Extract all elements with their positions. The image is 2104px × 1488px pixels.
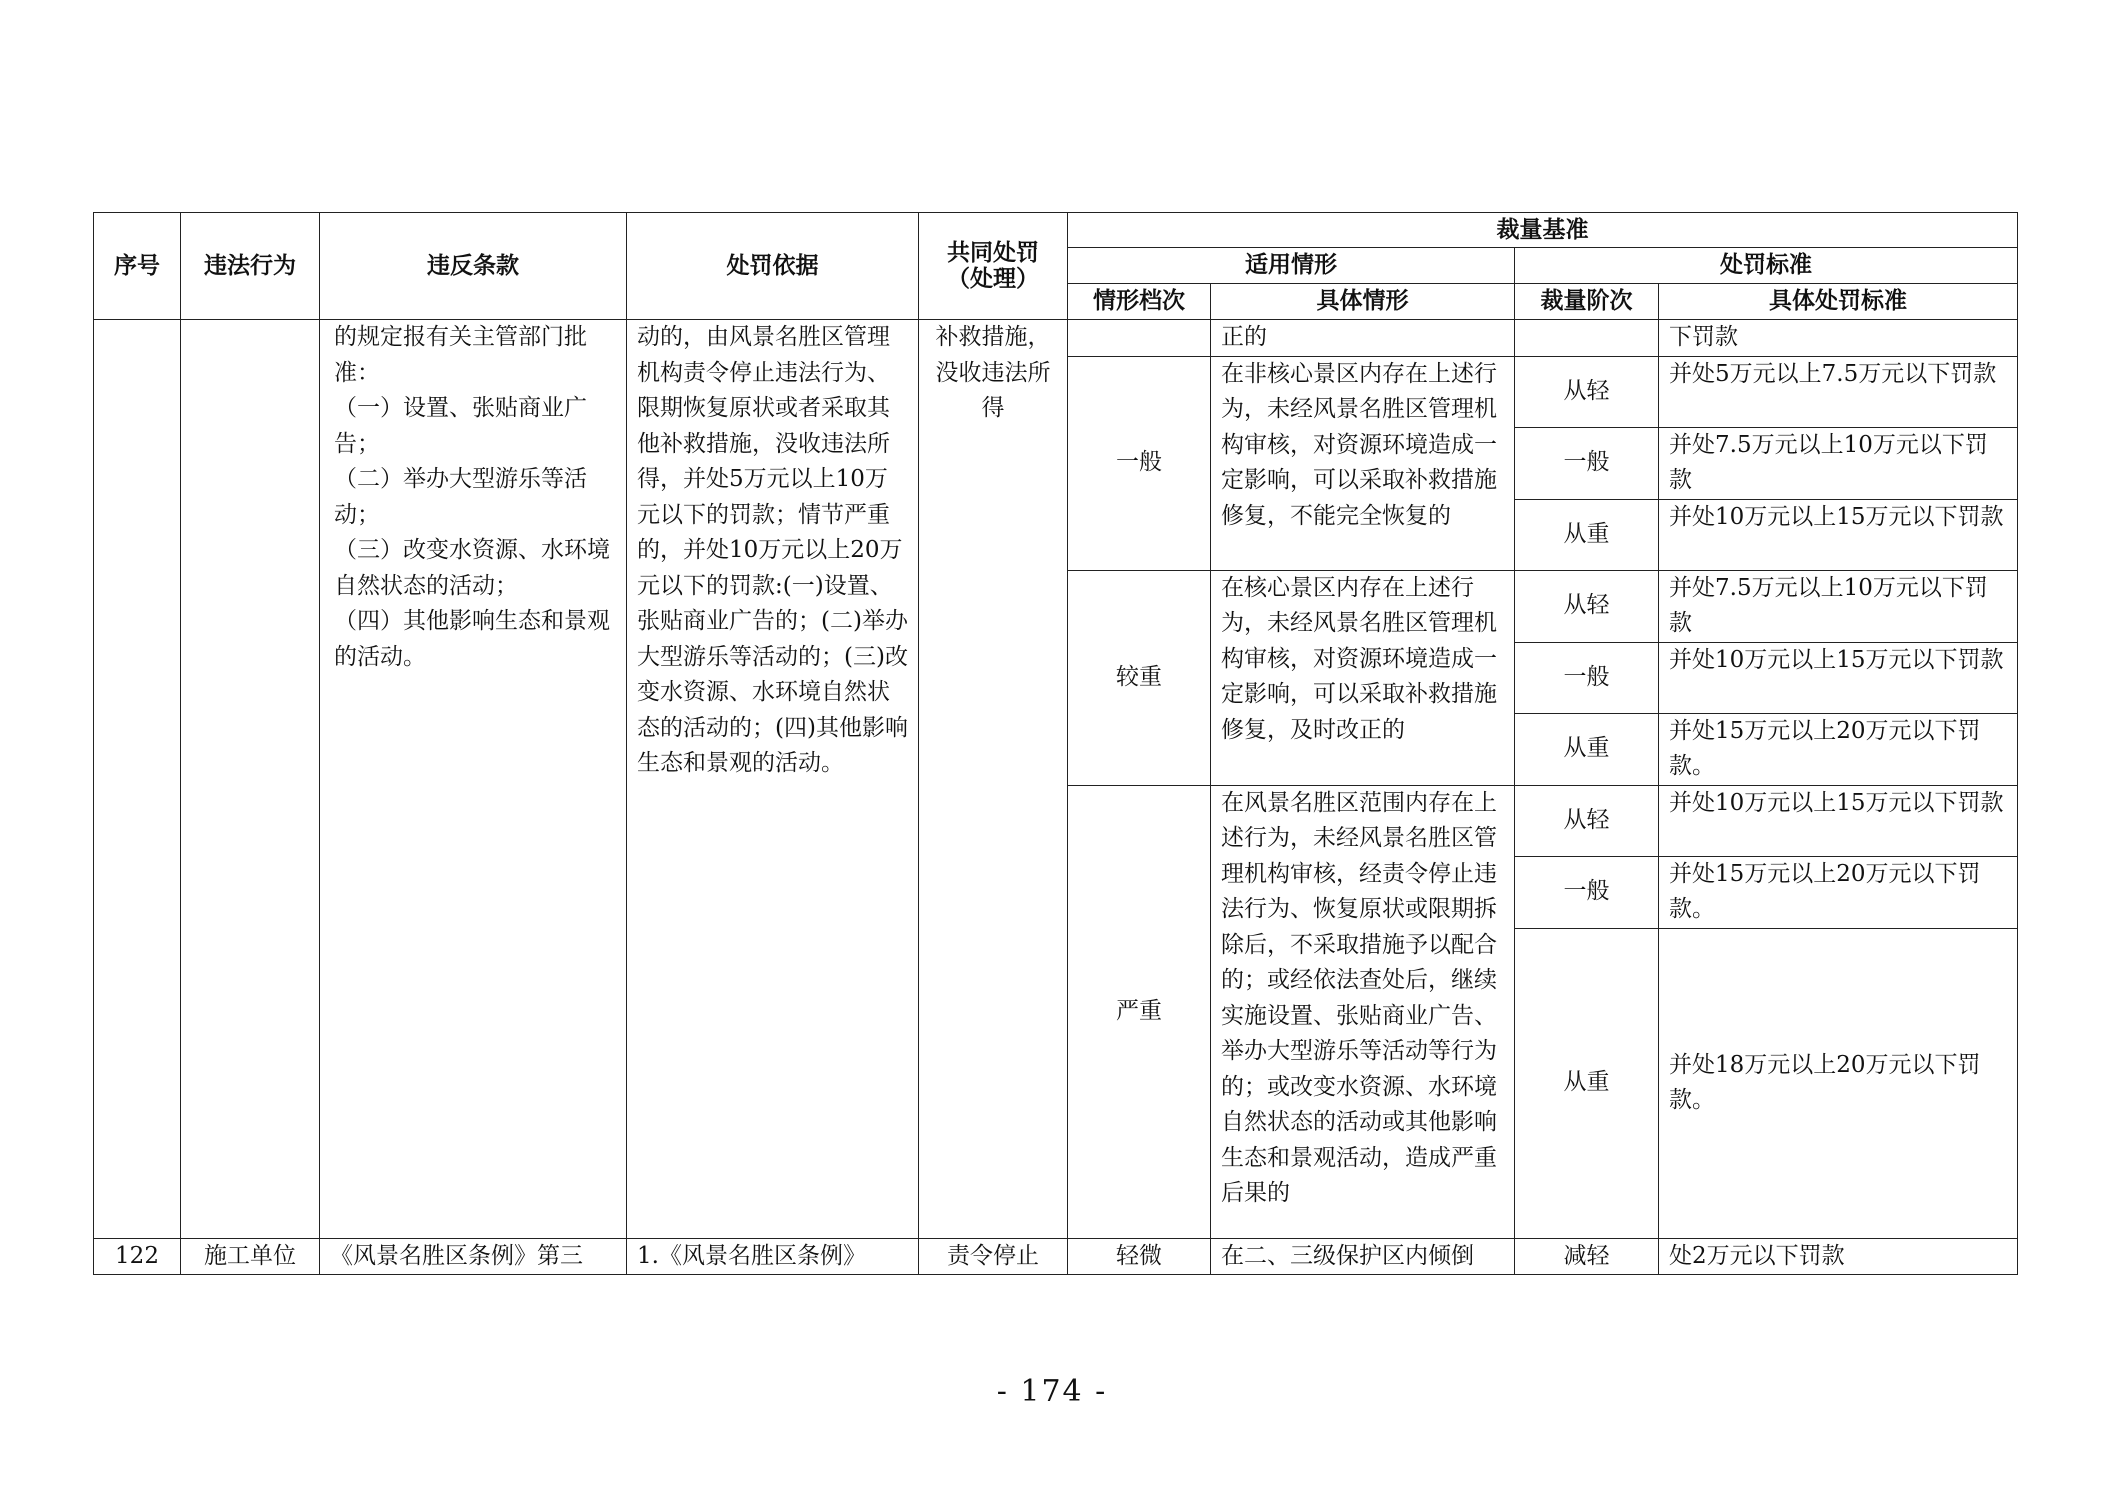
cont-top-order bbox=[1515, 320, 1659, 357]
header-seq: 序号 bbox=[94, 213, 181, 320]
row122-penalty: 处2万元以下罚款 bbox=[1659, 1238, 2018, 1275]
header-detail: 具体情形 bbox=[1211, 284, 1515, 320]
cont-seq bbox=[94, 320, 181, 1239]
header-penalty: 具体处罚标准 bbox=[1659, 284, 2018, 320]
order-cell: 从重 bbox=[1515, 499, 1659, 570]
penalty-cell: 并处15万元以上20万元以下罚款。 bbox=[1659, 713, 2018, 785]
order-cell: 从重 bbox=[1515, 713, 1659, 785]
header-situation: 适用情形 bbox=[1068, 248, 1515, 284]
penalty-cell: 并处18万元以上20万元以下罚款。 bbox=[1659, 928, 2018, 1238]
row122-seq: 122 bbox=[94, 1238, 181, 1275]
header-standard: 处罚标准 bbox=[1515, 248, 2018, 284]
cont-top-detail: 正的 bbox=[1211, 320, 1515, 357]
header-behavior: 违法行为 bbox=[181, 213, 320, 320]
header-discretion: 裁量基准 bbox=[1068, 213, 2018, 248]
penalty-cell: 并处7.5万元以上10万元以下罚款 bbox=[1659, 570, 2018, 642]
header-joint: 共同处罚（处理） bbox=[919, 213, 1068, 320]
penalty-cell: 并处10万元以上15万元以下罚款 bbox=[1659, 785, 2018, 856]
order-cell: 一般 bbox=[1515, 427, 1659, 499]
row122-level: 轻微 bbox=[1068, 1238, 1211, 1275]
row122-joint: 责令停止 bbox=[919, 1238, 1068, 1275]
cont-joint-text: 补救措施，没收违法所得 bbox=[935, 324, 1051, 421]
penalty-cell: 并处10万元以上15万元以下罚款 bbox=[1659, 642, 2018, 713]
order-cell: 从重 bbox=[1515, 928, 1659, 1238]
penalty-cell: 并处5万元以上7.5万元以下罚款 bbox=[1659, 356, 2018, 427]
penalty-table-container bbox=[93, 212, 2018, 1275]
detail-cell: 在核心景区内存在上述行为，未经风景名胜区管理机构审核，对资源环境造成一定影响，可以采取补救措施修复，及时改正的 bbox=[1211, 570, 1515, 785]
order-cell: 一般 bbox=[1515, 642, 1659, 713]
discretion-standard-table bbox=[93, 212, 2018, 1275]
level-cell: 严重 bbox=[1068, 785, 1211, 1238]
detail-cell: 在风景名胜区范围内存在上述行为，未经风景名胜区管理机构审核，经责令停止违法行为、恢复原状或限期拆除后，不采取措施予以配合的；或经依法查处后，继续实施设置、张贴商业广告、举办大型游乐等活动等行为的；或改变水资源、水环境自然状态的活动或其他影响生态和景观活动，造成严重后果的 bbox=[1211, 785, 1515, 1238]
cont-behavior bbox=[181, 320, 320, 1239]
page-number: - 174 - bbox=[996, 1374, 1108, 1409]
order-cell: 从轻 bbox=[1515, 356, 1659, 427]
cont-clause bbox=[320, 320, 627, 1239]
cont-top-penalty: 下罚款 bbox=[1659, 320, 2018, 357]
penalty-cell: 并处15万元以上20万元以下罚款。 bbox=[1659, 856, 2018, 928]
header-basis: 处罚依据 bbox=[627, 213, 919, 320]
cont-top-level bbox=[1068, 320, 1211, 357]
cont-joint bbox=[919, 320, 1068, 1239]
row122-order: 减轻 bbox=[1515, 1238, 1659, 1275]
row122-detail: 在二、三级保护区内倾倒 bbox=[1211, 1238, 1515, 1275]
row122-clause: 《风景名胜区条例》第三 bbox=[320, 1238, 627, 1275]
header-clause: 违反条款 bbox=[320, 213, 627, 320]
row122-basis: 1.《风景名胜区条例》 bbox=[627, 1238, 919, 1275]
level-cell: 较重 bbox=[1068, 570, 1211, 785]
cont-basis-text: 动的，由风景名胜区管理机构责令停止违法行为、限期恢复原状或者采取其他补救措施，没收违法所得，并处5万元以上10万元以下的罚款；情节严重的，并处10万元以上20万元以下的罚款:(一)设置、张贴商业广告的；(二)举办大型游乐等活动的；(三)改变水资源、水环境自然状态的活动的；(四)其他影响生态和景观的活动。 bbox=[637, 324, 908, 776]
cont-clause-text: 的规定报有关主管部门批准： （一）设置、张贴商业广告； （二）举办大型游乐等活动； （三）改变水资源、水环境自然状态的活动； （四）其他影响生态和景观的活动。 bbox=[334, 324, 610, 670]
cont-basis bbox=[627, 320, 919, 1239]
penalty-cell: 并处10万元以上15万元以下罚款 bbox=[1659, 499, 2018, 570]
level-cell: 一般 bbox=[1068, 356, 1211, 570]
row122-behavior: 施工单位 bbox=[181, 1238, 320, 1275]
header-row-1 bbox=[94, 213, 2018, 248]
table-row-122 bbox=[94, 1238, 2018, 1275]
order-cell: 从轻 bbox=[1515, 570, 1659, 642]
header-level: 情形档次 bbox=[1068, 284, 1211, 320]
order-cell: 一般 bbox=[1515, 856, 1659, 928]
detail-cell: 在非核心景区内存在上述行为，未经风景名胜区管理机构审核，对资源环境造成一定影响，可以采取补救措施修复，不能完全恢复的 bbox=[1211, 356, 1515, 570]
table-row bbox=[94, 320, 2018, 357]
penalty-cell: 并处7.5万元以上10万元以下罚款 bbox=[1659, 427, 2018, 499]
order-cell: 从轻 bbox=[1515, 785, 1659, 856]
header-order: 裁量阶次 bbox=[1515, 284, 1659, 320]
